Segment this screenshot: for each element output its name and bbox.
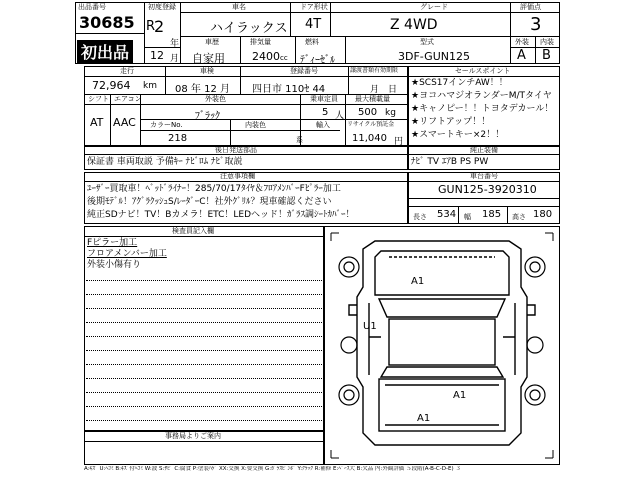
air-conditioner: AAC <box>113 116 136 129</box>
fuel: ﾃﾞｨｰｾﾞﾙ <box>300 55 335 66</box>
height: 180 <box>533 209 553 220</box>
month-unit: 月 <box>170 54 180 64</box>
equipment-text: ﾅﾋﾞ TV ｴｱB PS PW <box>411 157 489 167</box>
sales-points-title: セールスポイント <box>455 67 511 75</box>
inspection-label: 車検 <box>200 67 214 75</box>
reg-month: 12 <box>150 49 164 62</box>
first-reg-label: 初度登録 <box>148 3 176 11</box>
seats-label: 乗車定員 <box>310 95 338 103</box>
length-label: 長さ <box>413 213 427 221</box>
doc-expiry-label: 譲渡書類有効期限 <box>350 67 399 74</box>
inspector-item-3: 外装小傷有り <box>87 260 142 270</box>
car-name: ハイラックス <box>210 21 288 36</box>
frame-label: 車台番号 <box>470 172 498 180</box>
note-line-2: 後期ﾓﾃﾞﾙ！ｱｸﾞﾗｸｯｼｭS/ﾚｰﾀﾞｰC！社外ｸﾞﾘﾙ？現車確認ください <box>87 197 332 207</box>
category-label: 車歴 <box>205 38 219 46</box>
shift: AT <box>90 116 104 129</box>
plate-number: 四日市 110ｾ 44 <box>252 84 326 95</box>
sales-point-2: ★ヨコハマジオランダーM/Tタイヤ <box>411 91 552 101</box>
model-label: 型式 <box>420 38 434 46</box>
model-code: 3DF-GUN125 <box>398 50 470 63</box>
import-label: 輸入 <box>316 121 330 129</box>
door-label: ドア形状 <box>300 3 328 11</box>
sales-point-5: ★スマートキー×2！！ <box>411 130 505 140</box>
inspector-item-2: フロアメンバー加工 <box>87 249 167 259</box>
width-label: 幅 <box>464 213 471 221</box>
car-name-label: 車名 <box>232 3 246 11</box>
lot-number: 30685 <box>79 13 135 32</box>
sales-point-4: ★リフトアップ！！ <box>411 117 491 127</box>
import-unit: 系 <box>296 136 303 144</box>
grade-label: グレード <box>420 3 448 11</box>
ext-score-label: 外装 <box>515 38 529 46</box>
width: 185 <box>482 209 502 220</box>
int-score: B <box>542 48 551 63</box>
later-docs-title: 後日発送部品 <box>215 146 257 154</box>
damage-mark-4: A1 <box>417 413 431 424</box>
fee-unit: 円 <box>394 137 404 147</box>
doc-expiry: 月 日 <box>370 85 398 95</box>
sales-point-1: ★SCS17インチAW！！ <box>411 78 508 88</box>
note-line-1: ﾕｰｻﾞｰ買取車！ﾍﾞｯﾄﾞﾗｲﾅｰ！285/70/17ﾀｲﾔ＆ﾌﾛｱﾒﾝﾊﾞｰFﾋﾟﾗｰ加工 <box>87 184 341 194</box>
cc-label: 排気量 <box>250 38 271 46</box>
reg-year: 2 <box>154 17 165 36</box>
note-line-3: 純正SDナビ！TV！Bカメラ！ETC！LEDヘッド！ｶﾞﾗｽ調ｼｰﾄｶﾊﾞｰ！ <box>87 210 355 220</box>
frame-number: GUN125-3920310 <box>438 183 537 196</box>
mileage: 72,964 <box>92 79 131 92</box>
damage-diagram-box <box>324 226 560 465</box>
int-score-label: 内装 <box>540 38 554 46</box>
color-number: 218 <box>168 133 188 144</box>
exterior-color: ﾌﾞﾗｯｸ <box>195 111 220 122</box>
grade: Z 4WD <box>390 17 438 33</box>
cc-unit: cc <box>280 54 288 62</box>
lot-label: 出品番号 <box>78 3 106 11</box>
fuel-label: 燃料 <box>305 38 319 46</box>
damage-mark-2: U1 <box>363 321 377 332</box>
color-label: 外装色 <box>205 95 226 103</box>
ac-label: エアコン <box>114 95 142 103</box>
notes-title: 注意事項欄 <box>220 172 255 180</box>
color-no-label: カラーNo. <box>150 121 183 129</box>
ext-score: A <box>517 48 526 63</box>
category: 自家用 <box>192 52 225 65</box>
mileage-label: 走行 <box>120 67 134 75</box>
vehicle-diagram <box>325 227 559 464</box>
load-label: 最大積載量 <box>355 95 390 103</box>
seats-unit: 人 <box>335 111 345 121</box>
overall-score: 3 <box>530 14 542 35</box>
load-unit: kg <box>385 108 396 118</box>
recycle-fee: 11,040 <box>352 133 387 144</box>
displacement: 2400 <box>252 50 280 63</box>
length: 534 <box>437 209 457 220</box>
mileage-unit: km <box>143 81 157 91</box>
seats: 5 <box>322 107 329 118</box>
shift-label: シフト <box>88 95 109 103</box>
year-unit: 年 <box>170 39 180 49</box>
later-docs-text: 保証書 車両取説 予備ｷｰ ﾅﾋﾞﾛﾑ ﾅﾋﾞ取説 <box>87 157 243 167</box>
inspector-item-1: Fピラー加工 <box>87 238 138 248</box>
inspection-date: 08 年 12 月 <box>175 84 230 95</box>
first-listing-badge: 初出品 <box>77 40 133 63</box>
plate-label: 登録番号 <box>290 67 318 75</box>
max-load: 500 <box>358 107 378 118</box>
height-label: 高さ <box>512 213 526 221</box>
door-type: 4T <box>305 17 322 32</box>
inspector-title: 検査員記入欄 <box>172 227 214 235</box>
damage-mark-3: A1 <box>453 390 467 401</box>
score-label: 評価点 <box>520 3 541 11</box>
equipment-title: 純正装備 <box>470 146 498 154</box>
legend-footer: A:ｷｽﾞ U:ﾍｺﾐ B:ｷｽﾞ付ﾍｺﾐ W:波 S:ｻﾋﾞ C:腐食 P:塗装ﾊｹﾞ XX:交換 X:要交換 G:ｶﾞﾗｽﾋﾞﾝﾎﾟ Y:ｸﾗｯｸ R:補修 E:ﾍﾟｰｽ大 B:欠品 内:外観評価 ５段階(A-B-C-D-E) ３ <box>84 466 461 472</box>
interior-color-label: 内装色 <box>245 121 266 129</box>
sales-point-3: ★キャノピー！！トヨタデカール！ <box>411 104 554 114</box>
era: R <box>146 19 156 34</box>
damage-mark-1: A1 <box>411 276 425 287</box>
fee-label: リサイクル預託金 <box>347 121 395 128</box>
office-title: 事務局よりご案内 <box>165 432 221 440</box>
